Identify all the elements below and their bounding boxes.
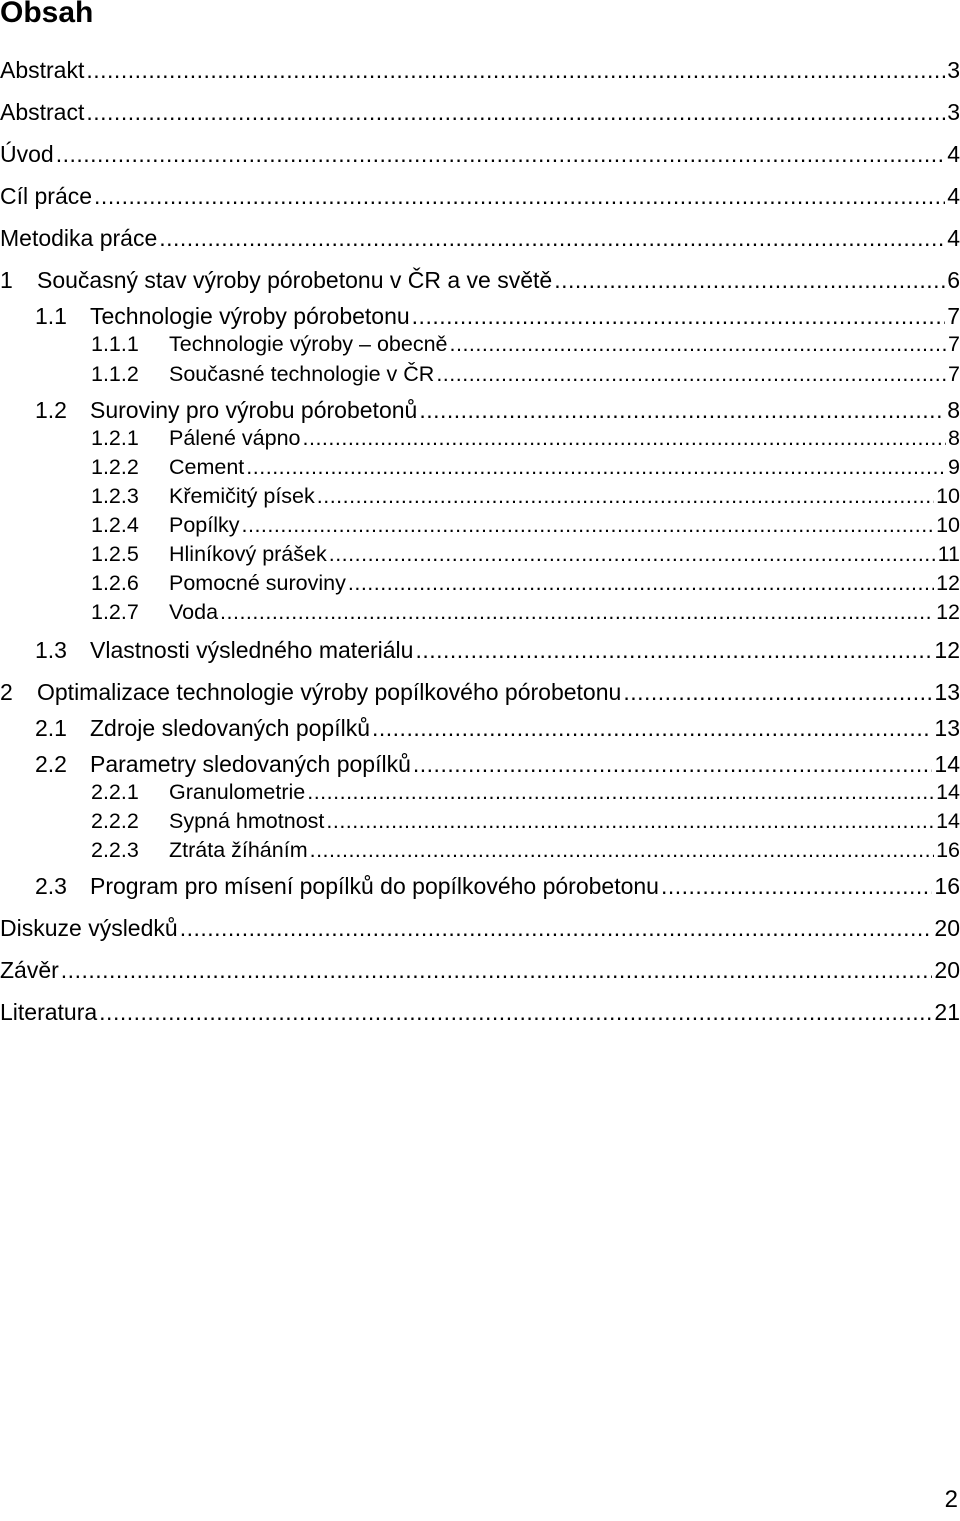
toc-entry-page: 7: [948, 332, 960, 356]
toc-leader-dots: [419, 394, 945, 426]
toc-leader-dots: [180, 912, 933, 944]
toc-entry-page: 9: [948, 455, 960, 479]
toc-entry-title: Suroviny pro výrobu pórobetonů: [90, 397, 418, 423]
toc-entry-number: 2.2.2: [91, 809, 139, 833]
toc-entry-number: 1.2.2: [91, 455, 139, 479]
toc-entry-page: 8: [948, 426, 960, 450]
toc-entry-title: Popílky: [169, 513, 240, 537]
toc-entry-number: 1.1.2: [91, 362, 139, 386]
page-number: 2: [944, 1486, 958, 1513]
toc-entry-title: Současný stav výroby pórobetonu v ČR a ve světě: [37, 267, 553, 293]
toc-leader-dots: [348, 569, 934, 597]
toc-entry-title: Voda: [169, 600, 219, 624]
toc-entry-title: Křemičitý písek: [169, 484, 315, 508]
toc-leader-dots: [61, 954, 933, 986]
toc-leader-dots: [86, 96, 945, 128]
toc-leader-dots: [246, 453, 946, 481]
toc-entry-page: 12: [936, 571, 960, 595]
toc-entry-title: Metodika práce: [0, 225, 158, 251]
toc-entry-page: 14: [936, 780, 960, 804]
toc-entry[interactable]: [35, 712, 960, 744]
toc-entry-title: Zdroje sledovaných popílků: [90, 715, 370, 741]
toc-entry-number: 2: [0, 679, 13, 705]
toc-leader-dots: [317, 482, 934, 510]
toc-leader-dots: [310, 836, 934, 864]
toc-entry-page: 12: [936, 600, 960, 624]
toc-entry[interactable]: [0, 676, 960, 708]
toc-leader-dots: [307, 778, 934, 806]
toc-entry-number: 2.2.1: [91, 780, 139, 804]
toc-entry-number: 2.3: [35, 873, 67, 899]
toc-entry-page: 10: [936, 513, 960, 537]
toc-leader-dots: [329, 540, 936, 568]
toc-entry-title: Ztráta žíháním: [169, 838, 308, 862]
toc-entry-title: Pomocné suroviny: [169, 571, 346, 595]
toc-entry[interactable]: [35, 634, 960, 666]
toc-leader-dots: [372, 712, 932, 744]
toc-entry-page: 10: [936, 484, 960, 508]
toc-entry-number: 1.2.7: [91, 600, 139, 624]
toc-entry[interactable]: [0, 996, 960, 1028]
toc-entry[interactable]: [0, 180, 960, 212]
toc-entry[interactable]: [35, 870, 960, 902]
toc-heading: Obsah: [0, 0, 94, 29]
toc-entry[interactable]: [0, 222, 960, 254]
toc-entry[interactable]: [91, 330, 960, 358]
toc-leader-dots: [159, 222, 945, 254]
toc-entry-number: 2.2: [35, 751, 67, 777]
toc-entry-number: 2.2.3: [91, 838, 139, 862]
toc-entry-title: Literatura: [0, 999, 98, 1025]
toc-leader-dots: [661, 870, 932, 902]
toc-entry-number: 1: [0, 267, 13, 293]
toc-entry-title: Závěr: [0, 957, 59, 983]
toc-leader-dots: [415, 634, 932, 666]
toc-entry[interactable]: [91, 807, 960, 835]
toc-entry-page: 21: [934, 999, 960, 1025]
toc-entry[interactable]: [35, 394, 960, 426]
toc-entry-page: 11: [937, 542, 960, 566]
toc-entry-page: 20: [934, 915, 960, 941]
toc-entry-number: 1.2.6: [91, 571, 139, 595]
toc-entry-number: 1.1.1: [91, 332, 139, 356]
toc-entry-page: 14: [936, 809, 960, 833]
toc-entry-page: 4: [947, 141, 960, 167]
toc-entry-page: 3: [947, 57, 960, 83]
toc-entry[interactable]: [91, 540, 960, 568]
toc-entry[interactable]: [91, 360, 960, 388]
toc-entry[interactable]: [35, 748, 960, 780]
toc-entry-page: 8: [947, 397, 960, 423]
toc-entry-page: 13: [934, 679, 960, 705]
toc-entry[interactable]: [91, 778, 960, 806]
toc-entry-number: 1.2.1: [91, 426, 139, 450]
toc-entry-title: Sypná hmotnost: [169, 809, 325, 833]
toc-entry-title: Abstract: [0, 99, 85, 125]
toc-entry-page: 7: [947, 303, 960, 329]
toc-entry-title: Pálené vápno: [169, 426, 301, 450]
toc-entry-title: Hliníkový prášek: [169, 542, 327, 566]
toc-entry-number: 1.2.3: [91, 484, 139, 508]
toc-entry[interactable]: [0, 96, 960, 128]
toc-leader-dots: [303, 424, 947, 452]
toc-entry-title: Abstrakt: [0, 57, 85, 83]
toc-entry[interactable]: [0, 954, 960, 986]
toc-entry-title: Vlastnosti výsledného materiálu: [90, 637, 414, 663]
toc-leader-dots: [436, 360, 946, 388]
toc-entry[interactable]: [91, 424, 960, 452]
toc-leader-dots: [554, 264, 945, 296]
toc-entry-page: 4: [947, 225, 960, 251]
toc-leader-dots: [94, 180, 945, 212]
toc-entry-page: 16: [936, 838, 960, 862]
toc-entry[interactable]: [91, 569, 960, 597]
toc-entry-number: 1.2.5: [91, 542, 139, 566]
toc-entry-title: Program pro mísení popílků do popílkového pórobetonu: [90, 873, 659, 899]
toc-leader-dots: [326, 807, 934, 835]
toc-entry-title: Granulometrie: [169, 780, 306, 804]
toc-entry-title: Technologie výroby pórobetonu: [90, 303, 410, 329]
toc-entry[interactable]: [91, 598, 960, 626]
toc-entry[interactable]: [0, 912, 960, 944]
toc-entry-number: 1.1: [35, 303, 67, 329]
toc-entry-title: Optimalizace technologie výroby popílkového pórobetonu: [37, 679, 622, 705]
toc-entry-title: Parametry sledovaných popílků: [90, 751, 411, 777]
toc-entry-number: 2.1: [35, 715, 67, 741]
toc-entry-title: Cíl práce: [0, 183, 93, 209]
toc-entry[interactable]: [0, 138, 960, 170]
toc-leader-dots: [99, 996, 932, 1028]
toc-entry-page: 4: [947, 183, 960, 209]
toc-entry[interactable]: [91, 453, 960, 481]
toc-entry[interactable]: [0, 54, 960, 86]
toc-entry-title: Úvod: [0, 141, 54, 167]
toc-entry[interactable]: [35, 300, 960, 332]
toc-entry[interactable]: [91, 482, 960, 510]
toc-entry[interactable]: [91, 836, 960, 864]
toc-entry-page: 7: [948, 362, 960, 386]
toc-entry-page: 16: [934, 873, 960, 899]
toc-entry-number: 1.2: [35, 397, 67, 423]
toc-leader-dots: [220, 598, 934, 626]
toc-leader-dots: [450, 330, 947, 358]
toc-entry-number: 1.3: [35, 637, 67, 663]
toc-entry-number: 1.2.4: [91, 513, 139, 537]
toc-leader-dots: [413, 748, 933, 780]
toc-entry-title: Cement: [169, 455, 245, 479]
toc-entry[interactable]: [91, 511, 960, 539]
toc-leader-dots: [242, 511, 935, 539]
toc-entry[interactable]: [0, 264, 960, 296]
toc-entry-page: 14: [934, 751, 960, 777]
toc-entry-page: 6: [947, 267, 960, 293]
toc-leader-dots: [412, 300, 946, 332]
toc-entry-title: Technologie výroby – obecně: [169, 332, 448, 356]
toc-leader-dots: [86, 54, 945, 86]
toc-leader-dots: [56, 138, 946, 170]
toc-entry-title: Diskuze výsledků: [0, 915, 178, 941]
toc-entry-page: 12: [934, 637, 960, 663]
toc-entry-page: 3: [947, 99, 960, 125]
toc-entry-page: 20: [934, 957, 960, 983]
toc-entry-page: 13: [934, 715, 960, 741]
toc-entry-title: Současné technologie v ČR: [169, 362, 435, 386]
toc-leader-dots: [623, 676, 932, 708]
